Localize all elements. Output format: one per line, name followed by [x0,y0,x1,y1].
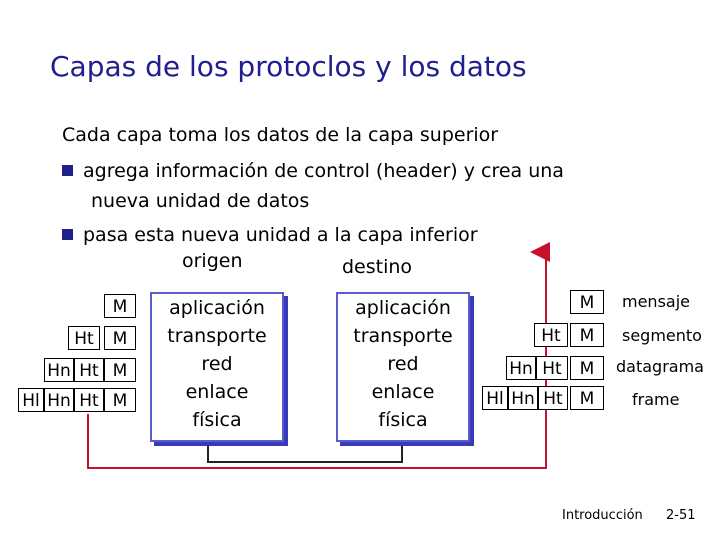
left-header-Hn: Hn [44,388,74,412]
page-title: Capas de los protoclos y los datos [50,50,527,83]
left-header-Hl: Hl [18,388,44,412]
right-message-M: M [570,356,604,380]
left-header-Ht: Ht [74,388,104,412]
bullet-2-line1: pasa esta nueva unidad a la capa inferior [83,224,478,246]
left-message-M: M [104,294,136,318]
destination-protocol-stack [336,292,470,442]
left-header-Ht: Ht [74,358,104,382]
right-message-M: M [570,290,604,314]
unit-label-frame: frame [632,390,680,409]
origin-layer-application: aplicación [169,297,265,319]
unit-label-mensaje: mensaje [622,292,690,311]
right-header-Hl: Hl [482,386,508,410]
origin-layer-link: enlace [185,381,249,403]
right-header-Ht: Ht [534,323,568,347]
footer-page-number: 2-51 [666,508,696,523]
unit-label-segmento: segmento [622,326,702,345]
left-header-Ht: Ht [68,326,100,350]
origin-protocol-stack [150,292,284,442]
footer-section: Introducción [562,508,643,523]
right-header-Hn: Hn [506,356,536,380]
dest-layer-physical: física [378,409,428,431]
left-message-M: M [104,388,136,412]
origin-layer-network: red [201,353,233,375]
right-header-Ht: Ht [538,386,568,410]
destination-label: destino [342,256,413,278]
origin-layer-transport: transporte [167,325,267,347]
right-message-M: M [570,323,604,347]
dest-layer-transport: transporte [353,325,453,347]
dest-layer-network: red [387,353,419,375]
left-message-M: M [104,358,136,382]
right-header-Hn: Hn [508,386,538,410]
right-header-Ht: Ht [536,356,568,380]
origin-layer-physical: física [192,409,242,431]
intro-text: Cada capa toma los datos de la capa superior [62,124,499,146]
unit-label-datagrama: datagrama [616,357,704,376]
origin-label: origen [182,250,243,272]
dest-layer-link: enlace [371,381,435,403]
dest-layer-application: aplicación [355,297,451,319]
left-message-M: M [104,326,136,350]
left-header-Hn: Hn [44,358,74,382]
right-message-M: M [570,386,604,410]
bullet-1-line1: agrega información de control (header) y crea una [83,160,564,182]
bullet-1-line2: nueva unidad de datos [91,190,310,212]
